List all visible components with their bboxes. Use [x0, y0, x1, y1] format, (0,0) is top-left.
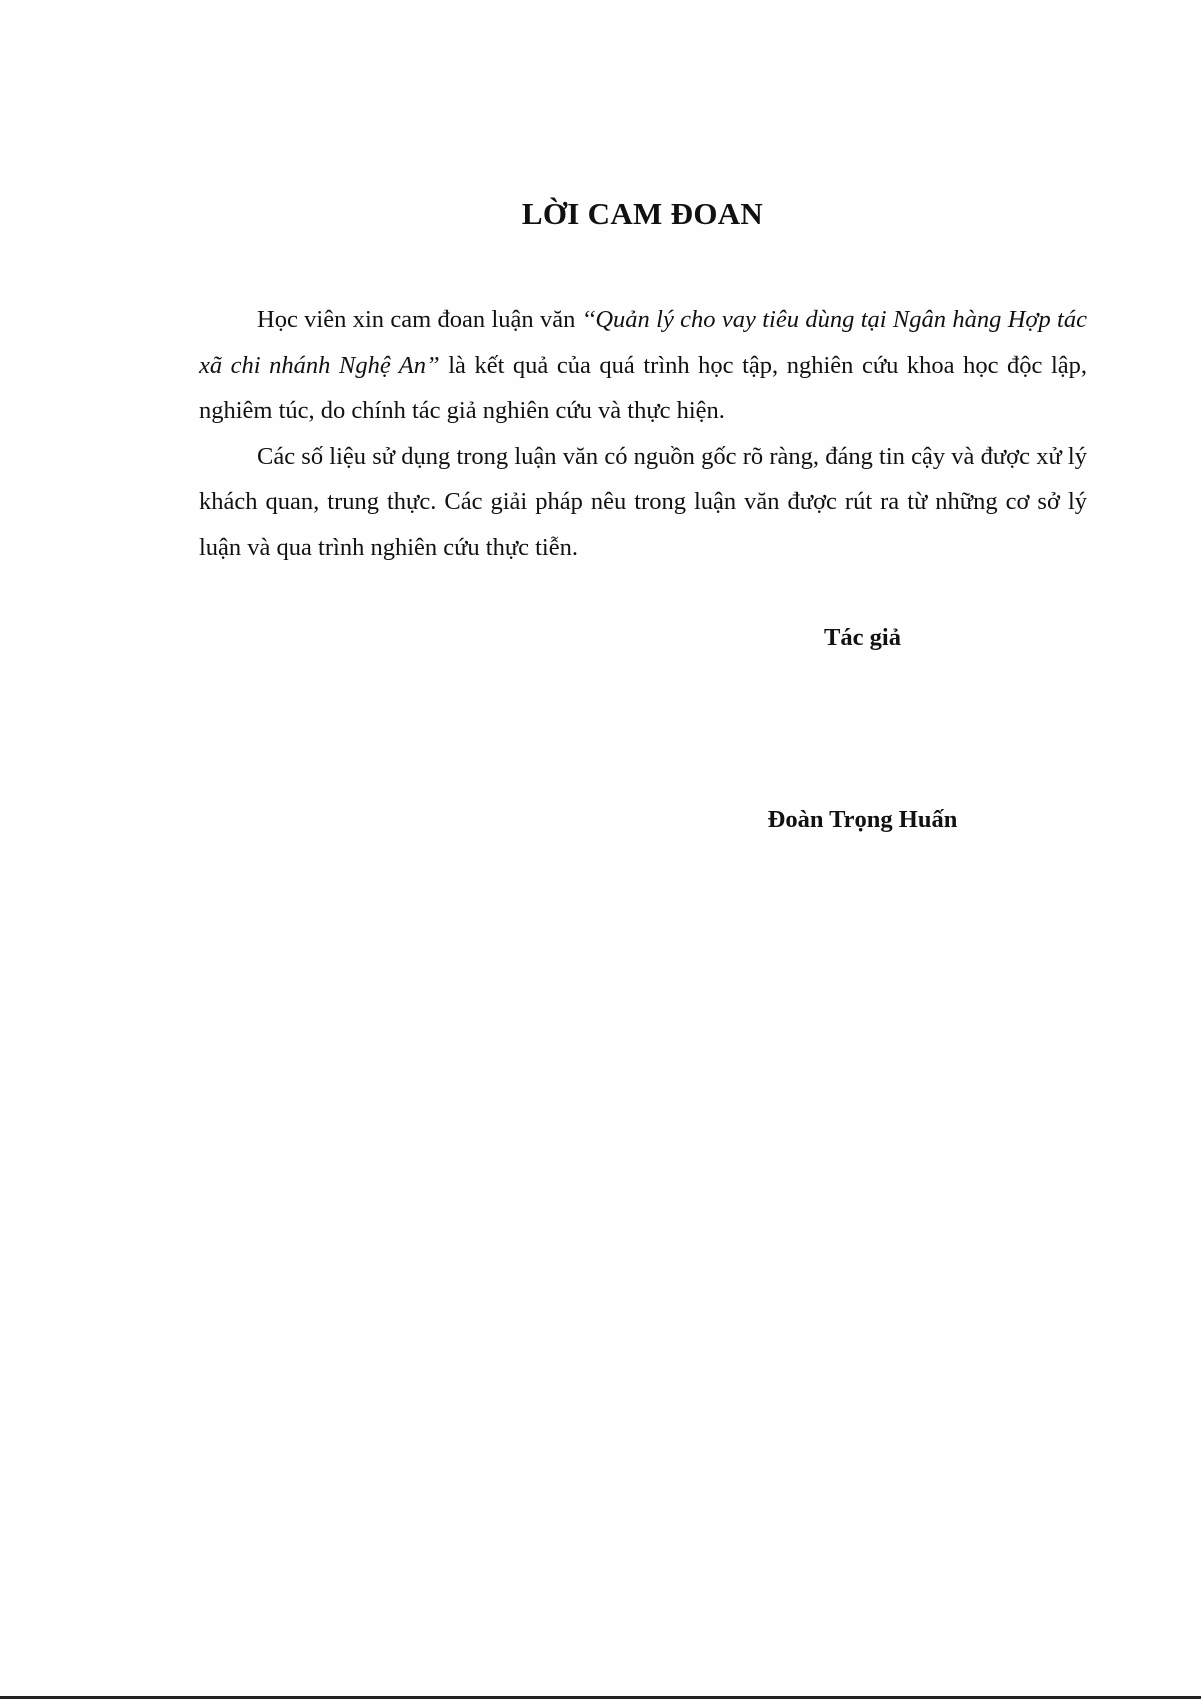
paragraph-intro: Học viên xin cam đoan luận văn: [257, 306, 582, 333]
paragraph-rest: là kết quả của quá trình học tập, nghiên cứu khoa học độc lập, nghiêm túc, do chính tác giả nghiên cứu và thực hiện.: [199, 351, 1088, 424]
thesis-title: ‘‘Quản lý cho vay tiêu dùng tại Ngân hàng Hợp tác xã chi nhánh Nghệ An”: [199, 306, 1087, 379]
author-label: Tác giả: [824, 624, 901, 651]
page-title: LỜI CAM ĐOAN: [521, 196, 764, 231]
paragraph-data-sources: Các số liệu sử dụng trong luận văn có nguồn gốc rõ ràng, đáng tin cậy và được xử lý khách quan, trung thực. Các giải pháp nêu trong luận văn được rút ra từ những cơ sở lý luận và qua trình nghiên cứu thực tiễn.: [199, 442, 1087, 561]
paragraph-declaration: [199, 297, 1087, 434]
declaration-body: [199, 297, 1087, 570]
author-name: Đoàn Trọng Huấn: [767, 806, 958, 833]
